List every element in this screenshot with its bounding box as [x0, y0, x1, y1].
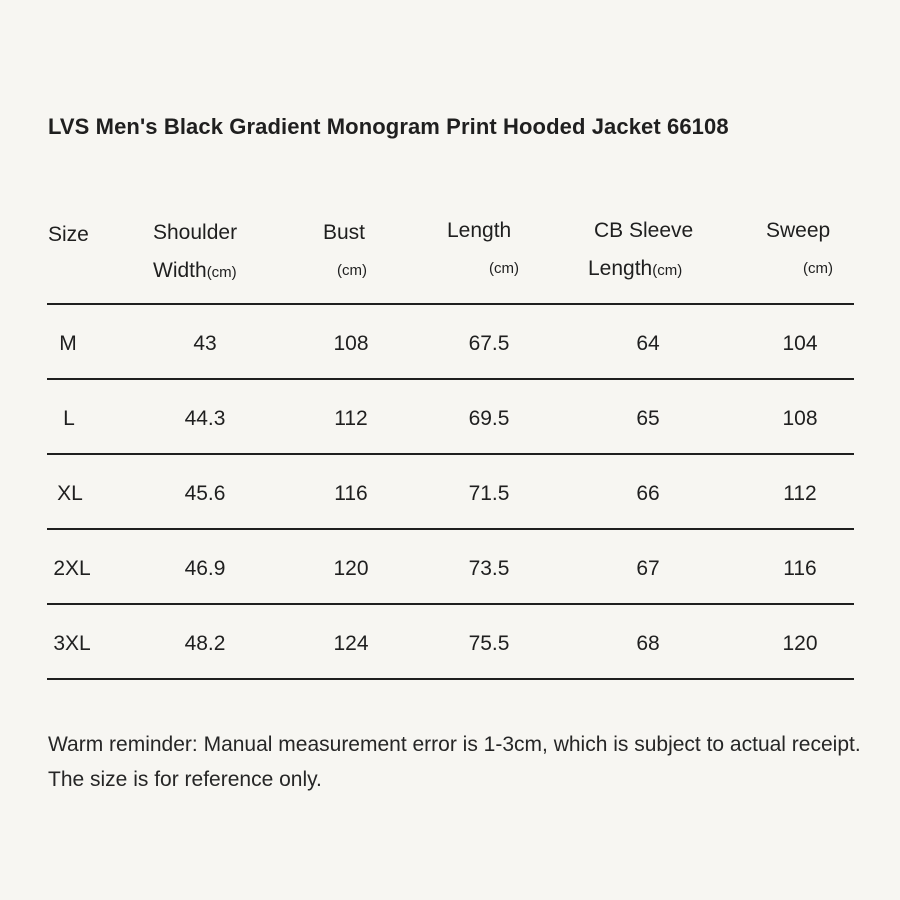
cell-length: 75.5: [468, 632, 510, 655]
cell-sweep: 112: [783, 482, 817, 505]
header-bust-unit: (cm): [337, 262, 367, 279]
size-table: [47, 206, 854, 680]
header-bust: [323, 214, 367, 290]
header-cb-sleeve-line2: [588, 250, 693, 290]
cell-bust: 120: [333, 557, 369, 580]
cell-bust: 112: [334, 407, 368, 430]
cell-cb-sleeve-length: 66: [636, 482, 660, 505]
header-sweep-label: Sweep: [766, 219, 831, 242]
cell-shoulder-width: 44.3: [184, 407, 226, 430]
header-cb-sleeve-length-word: Length: [588, 257, 653, 280]
table-row: [47, 605, 854, 680]
header-shoulder-width: [153, 214, 237, 292]
cell-bust: 116: [334, 482, 368, 505]
cell-shoulder-width: 45.6: [184, 482, 226, 505]
cell-shoulder-width: 46.9: [184, 557, 226, 580]
cell-sweep: 116: [783, 557, 817, 580]
cell-cb-sleeve-length: 64: [636, 332, 660, 355]
table-row: [47, 380, 854, 455]
cell-size: XL: [57, 482, 83, 505]
cell-length: 67.5: [468, 332, 510, 355]
cell-length: 73.5: [468, 557, 510, 580]
cell-sweep: 104: [782, 332, 818, 355]
table-row: [47, 455, 854, 530]
cell-cb-sleeve-length: 68: [636, 632, 660, 655]
table-header: [47, 206, 854, 305]
header-size-label: Size: [48, 223, 89, 246]
header-length-unit: (cm): [489, 260, 519, 277]
table-row: [47, 530, 854, 605]
header-shoulder-unit: (cm): [206, 264, 237, 281]
cell-size: 2XL: [53, 557, 91, 580]
header-shoulder-line2: [153, 252, 237, 292]
header-size: [48, 216, 89, 254]
cell-shoulder-width: 43: [193, 332, 217, 355]
page-title: LVS Men's Black Gradient Monogram Print Hooded Jacket 66108: [48, 114, 729, 139]
table-row: [47, 305, 854, 380]
header-length-label: Length: [447, 219, 512, 242]
header-shoulder-width-word: Width: [153, 259, 207, 282]
header-length: [447, 212, 519, 288]
cell-bust: 108: [333, 332, 369, 355]
cell-sweep: 120: [782, 632, 818, 655]
header-cb-sleeve-length: [588, 212, 693, 290]
header-shoulder-line1: Shoulder: [153, 221, 238, 244]
cell-shoulder-width: 48.2: [184, 632, 226, 655]
cell-bust: 124: [333, 632, 369, 655]
header-sweep-unit: (cm): [803, 260, 833, 277]
header-cb-sleeve-unit: (cm): [652, 262, 683, 279]
cell-size: 3XL: [53, 632, 91, 655]
cell-size: M: [59, 332, 77, 355]
cell-size: L: [63, 407, 75, 430]
cell-cb-sleeve-length: 65: [636, 407, 660, 430]
header-bust-label: Bust: [323, 221, 366, 244]
cell-length: 69.5: [468, 407, 510, 430]
warm-reminder-note: Warm reminder: Manual measurement error is 1-3cm, which is subject to actual receipt. The size is for reference only.: [48, 733, 861, 791]
header-cb-sleeve-line1: CB Sleeve: [594, 219, 694, 242]
cell-length: 71.5: [468, 482, 510, 505]
cell-cb-sleeve-length: 67: [636, 557, 660, 580]
header-sweep: [766, 212, 833, 288]
cell-sweep: 108: [782, 407, 818, 430]
